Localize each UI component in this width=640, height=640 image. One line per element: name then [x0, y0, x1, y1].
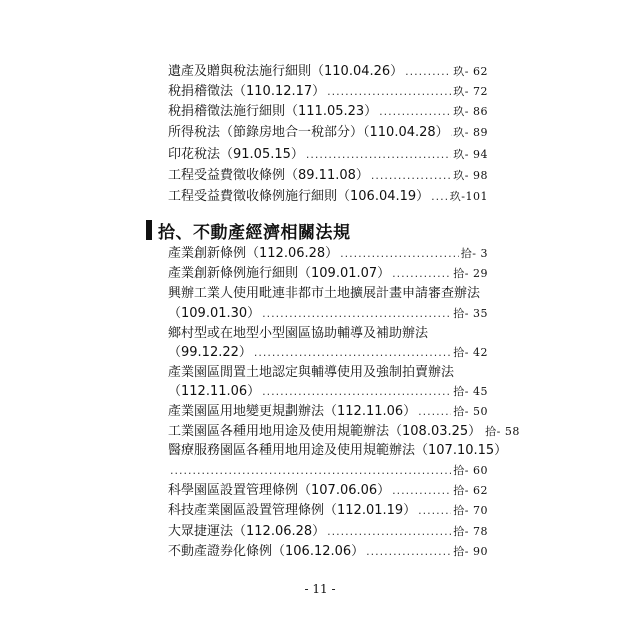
entry-page: 拾- 3	[460, 247, 488, 260]
entry-page: 玖-101	[449, 190, 488, 203]
toc-entry[interactable]	[168, 343, 488, 363]
toc-entry[interactable]	[168, 304, 488, 324]
leader-dots	[418, 402, 451, 422]
leader-dots	[418, 501, 451, 521]
entry-page: 拾- 62	[453, 484, 488, 497]
entry-title-line1[interactable]: 興辦工業人使用毗連非都市土地擴展計畫申請審查辦法	[168, 286, 481, 301]
section-title: 拾、不動產經濟相關法規	[158, 222, 351, 243]
entry-title: 不動產證券化條例（106.12.06）	[168, 544, 365, 559]
leader-dots	[431, 187, 448, 207]
entry-title: 工程受益費徵收條例施行細則（106.04.19）	[168, 189, 430, 204]
leader-dots	[262, 304, 451, 324]
toc-entry[interactable]	[168, 145, 488, 165]
toc-entry[interactable]	[168, 102, 488, 122]
entry-page: 拾- 50	[453, 405, 488, 418]
entry-title: 大眾捷運法（112.06.28）	[168, 524, 326, 539]
entry-title: （109.01.30）	[168, 306, 261, 321]
section-heading	[146, 218, 351, 242]
entry-page: 拾- 78	[453, 525, 488, 538]
entry-title: （112.11.06）	[168, 384, 261, 399]
toc-entry[interactable]	[168, 402, 488, 422]
leader-dots	[170, 461, 451, 481]
page-number: - 11 -	[304, 582, 336, 596]
toc-entry[interactable]	[168, 123, 488, 143]
entry-title: 所得稅法（節錄房地合一稅部分）（110.04.28）	[168, 125, 449, 140]
entry-page: 拾- 70	[453, 504, 488, 517]
leader-dots	[327, 82, 451, 102]
toc-entry[interactable]	[168, 382, 488, 402]
entry-title: 產業園區用地變更規劃辦法（112.11.06）	[168, 404, 417, 419]
entry-page: 玖- 62	[453, 65, 488, 78]
toc-entry[interactable]	[168, 461, 488, 481]
leader-dots	[371, 166, 451, 186]
leader-dots	[392, 264, 451, 284]
entry-title: 印花稅法（91.05.15）	[168, 147, 304, 162]
toc-entry[interactable]	[168, 166, 488, 186]
toc-entry[interactable]	[168, 501, 488, 521]
entry-title: 科技產業園區設置管理條例（112.01.19）	[168, 503, 417, 518]
entry-title: 遺產及贈與稅法施行細則（110.04.26）	[168, 64, 404, 79]
entry-title-line1[interactable]: 產業園區閒置土地認定與輔導使用及強制拍賣辦法	[168, 365, 455, 380]
entry-page: 拾- 90	[453, 545, 488, 558]
toc-entry[interactable]	[168, 62, 488, 82]
leader-dots	[254, 343, 451, 363]
leader-dots	[306, 145, 451, 165]
toc-entry[interactable]	[168, 244, 488, 264]
entry-title: 稅捐稽徵法施行細則（111.05.23）	[168, 104, 378, 119]
entry-title: （99.12.22）	[168, 345, 252, 360]
section-marker	[146, 220, 152, 240]
toc-entry[interactable]	[168, 481, 488, 501]
leader-dots	[366, 542, 451, 562]
entry-page: 玖- 94	[453, 148, 488, 161]
leader-dots	[340, 244, 459, 264]
leader-dots	[392, 481, 451, 501]
toc-entry[interactable]	[168, 422, 520, 442]
entry-page: 拾- 45	[453, 385, 488, 398]
entry-title: 科學園區設置管理條例（107.06.06）	[168, 483, 391, 498]
toc-entry[interactable]	[168, 264, 488, 284]
toc-entry[interactable]	[168, 187, 488, 207]
entry-title-line1[interactable]: 鄉村型或在地型小型園區協助輔導及補助辦法	[168, 326, 429, 341]
leader-dots	[405, 62, 451, 82]
entry-page: 玖- 89	[453, 126, 488, 139]
entry-title: 工業園區各種用地用途及使用規範辦法（108.03.25）	[168, 424, 482, 439]
entry-page: 玖- 72	[453, 85, 488, 98]
toc-entry[interactable]	[168, 522, 488, 542]
entry-page: 拾- 60	[453, 464, 488, 477]
entry-page: 拾- 35	[453, 307, 488, 320]
leader-dots	[327, 522, 451, 542]
toc-entry[interactable]	[168, 542, 488, 562]
leader-dots	[379, 102, 451, 122]
entry-page: 拾- 58	[485, 425, 520, 438]
entry-page: 玖- 86	[453, 105, 488, 118]
entry-page: 拾- 29	[453, 267, 488, 280]
entry-title: 產業創新條例施行細則（109.01.07）	[168, 266, 391, 281]
entry-page: 拾- 42	[453, 346, 488, 359]
leader-dots	[262, 382, 451, 402]
leader-dots	[451, 123, 452, 143]
entry-page: 玖- 98	[453, 169, 488, 182]
entry-title: 工程受益費徵收條例（89.11.08）	[168, 168, 369, 183]
entry-title: 稅捐稽徵法（110.12.17）	[168, 84, 326, 99]
entry-title: 產業創新條例（112.06.28）	[168, 246, 339, 261]
entry-title-line1[interactable]: 醫療服務園區各種用地用途及使用規範辦法（107.10.15）	[168, 443, 508, 458]
toc-entry[interactable]	[168, 82, 488, 102]
